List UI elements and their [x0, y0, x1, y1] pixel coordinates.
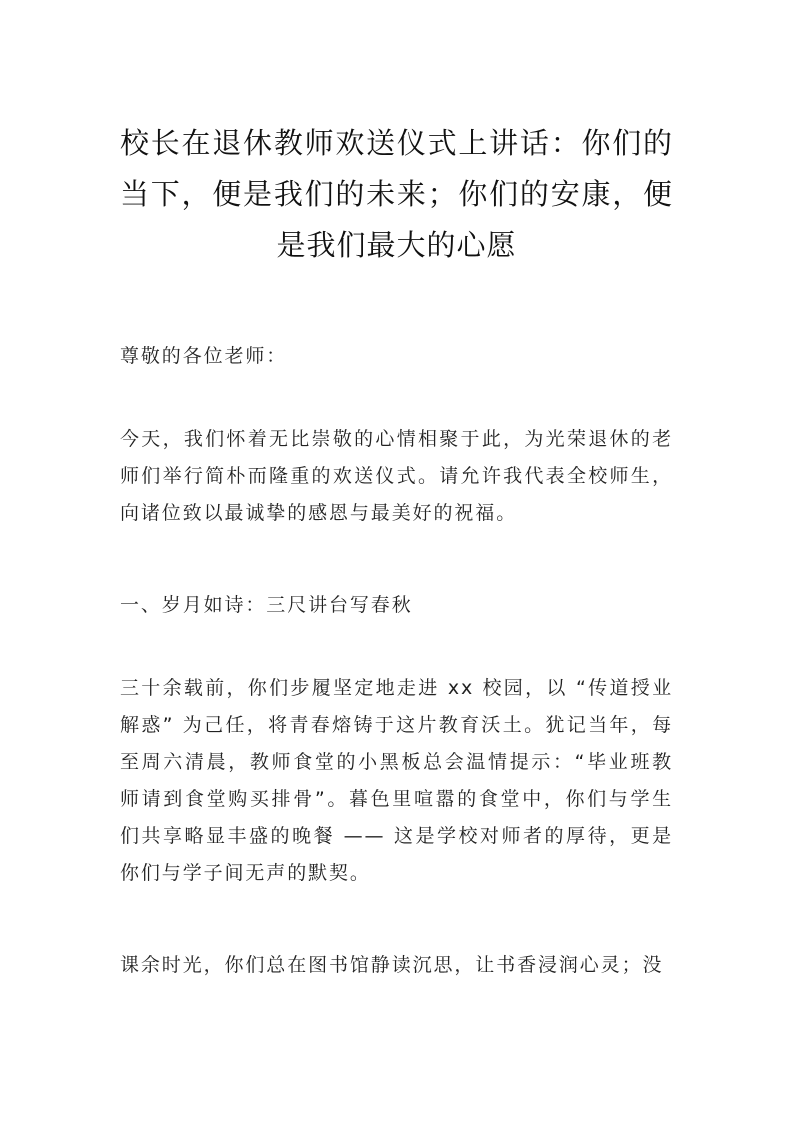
- paragraph-intro: 今天，我们怀着无比崇敬的心情相聚于此，为光荣退休的老师们举行简朴而隆重的欢送仪式。请允许我代表全校师生，向诸位致以最诚挚的感恩与最美好的祝福。: [120, 428, 673, 524]
- document-title: 校长在退休教师欢送仪式上讲话：你们的当下，便是我们的未来；你们的安康，便是我们最大的心愿: [120, 126, 673, 262]
- salutation: 尊敬的各位老师：: [120, 345, 288, 367]
- paragraph-section1-continued: 课余时光，你们总在图书馆静读沉思，让书香浸润心灵；没: [120, 954, 664, 976]
- paragraph-section1-body: 三十余载前，你们步履坚定地走进 xx 校园，以 “传道授业解惑” 为己任，将青春熔铸于这片教育沃土。犹记当年，每至周六清晨，教师食堂的小黑板总会温情提示：“毕业班教师请到食堂购买排骨”。暮色里喧嚣的食堂中，你们与学生们共享略显丰盛的晚餐 —— 这是学校对师者的厚待，更是你们与学子间无声的默契。: [120, 677, 673, 884]
- section-heading-1: 一、岁月如诗：三尺讲台写春秋: [120, 594, 413, 616]
